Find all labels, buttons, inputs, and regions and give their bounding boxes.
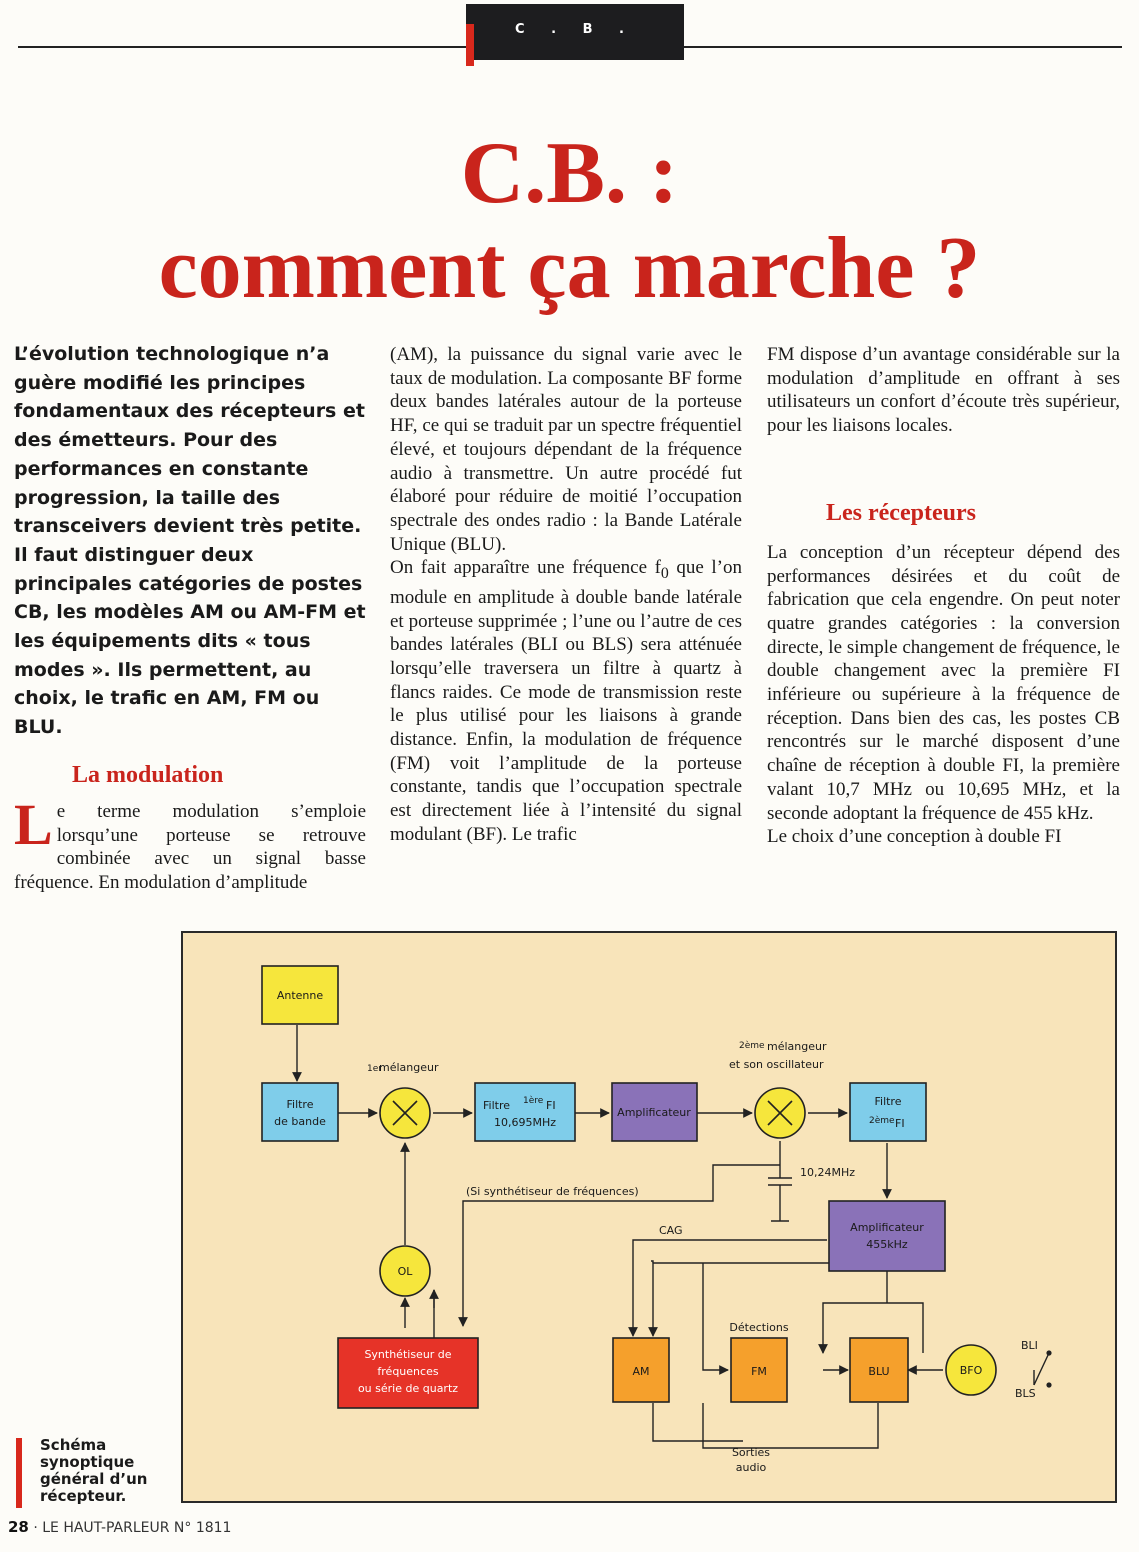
svg-text:2ème: 2ème — [739, 1041, 765, 1051]
mixer-2-icon — [755, 1088, 805, 1138]
section-label: C . B . — [515, 22, 635, 37]
col2-paragraph-1: (AM), la puissance du signal varie avec le taux de modulation. La composante BF forme deux bandes latérales autour de la porteuse HF, ce qui se traduit par un spectre fréquentiel élevé, et toujours dépendant de la fréquence audio à transmettre. Un autre procédé fut élaboré pour réduire de moitié l’occupation spectrale des ondes radio : la Bande Latérale Unique (BLU). — [390, 344, 742, 555]
drop-cap: L — [14, 792, 53, 857]
svg-text:FI: FI — [895, 1117, 905, 1130]
svg-text:ou série de quartz: ou série de quartz — [357, 1382, 459, 1395]
publication-name: · LE HAUT-PARLEUR N° 1811 — [28, 1520, 232, 1536]
col3-paragraph-1: FM dispose d’un avantage considérable sur la modulation d’amplitude en offrant à ses utilisateurs un confort d’écoute très supérieur, pour les liaisons locales. — [767, 344, 1120, 437]
mixer-1-sup: 1er — [367, 1064, 382, 1074]
antenne-label: Antenne — [276, 989, 324, 1002]
figure-caption: Schéma synoptique général d’un récepteur. — [40, 1436, 148, 1505]
sorties-label: Sorties — [731, 1446, 771, 1459]
heading-les-recepteurs: Les récepteurs — [826, 500, 976, 526]
svg-text:455kHz: 455kHz — [866, 1238, 908, 1251]
page-footer — [8, 1518, 231, 1536]
svg-text:BFO: BFO — [959, 1364, 983, 1377]
page-number: 28 — [8, 1518, 29, 1536]
am-box — [613, 1338, 669, 1402]
svg-text:OL: OL — [397, 1265, 413, 1278]
section-tab-accent — [466, 24, 474, 66]
column-2-body — [390, 343, 742, 847]
svg-text:Amplificateur: Amplificateur — [617, 1106, 691, 1119]
bls-label: BLS — [1015, 1387, 1036, 1400]
fm-box — [731, 1338, 787, 1402]
caption-accent — [16, 1438, 22, 1508]
svg-text:Filtre: Filtre — [874, 1095, 902, 1108]
cag-label: CAG — [659, 1224, 683, 1237]
col3-paragraph-3: Le choix d’une conception à double FI — [767, 826, 1062, 848]
mixer-1-icon — [380, 1088, 430, 1138]
svg-text:Filtre: Filtre — [286, 1098, 314, 1111]
svg-text:BLU: BLU — [868, 1365, 890, 1378]
blu-box — [850, 1338, 908, 1402]
filtre-2-fi-box — [850, 1083, 926, 1141]
ol-oscillator — [380, 1246, 430, 1296]
bli-label: BLI — [1021, 1339, 1038, 1352]
section-tab — [466, 4, 684, 60]
heading-la-modulation: La modulation — [72, 762, 224, 788]
svg-text:AM: AM — [632, 1365, 650, 1378]
svg-text:Filtre: Filtre — [483, 1099, 511, 1112]
lead-paragraph: L’évolution technologique n’a guère modifié les principes fondamentaux des récepteurs et des émetteurs. Pour des performances en constante progression, la taille des transceivers devient très petite. Il faut distinguer deux principales catégories de postes CB, les modèles AM ou AM-FM et les équipements dits « tous modes ». Ils permettent, au choix, le trafic en AM, FM ou BLU. — [14, 343, 366, 739]
synthetiseur-box — [338, 1338, 478, 1408]
detections-label: Détections — [729, 1321, 789, 1334]
quartz-frequency: 10,24MHz — [800, 1166, 856, 1179]
column-3-body — [767, 343, 1120, 849]
top-rule-right — [684, 46, 1122, 48]
filtre-bande-box — [262, 1083, 338, 1141]
synth-note: (Si synthétiseur de fréquences) — [466, 1185, 639, 1198]
receiver-block-diagram — [181, 931, 1117, 1503]
svg-text:FI: FI — [546, 1099, 556, 1112]
svg-text:10,695MHz: 10,695MHz — [493, 1116, 557, 1129]
top-rule-left — [18, 46, 466, 48]
svg-text:et son oscillateur: et son oscillateur — [729, 1058, 824, 1071]
amplificateur-box — [612, 1083, 697, 1141]
col1-text: e terme modulation s’emploie lorsqu’une porteuse se retrouve combinée avec un signal basse fréquence. En modulation d’amplitude — [14, 801, 366, 894]
svg-text:FM: FM — [751, 1365, 767, 1378]
article-title-line2: comment ça marche ? — [158, 220, 981, 317]
amplificateur-455-box — [829, 1201, 945, 1271]
column-1-body — [14, 792, 366, 895]
article-title-line1: C.B. : — [460, 125, 679, 222]
svg-text:1ère: 1ère — [523, 1096, 544, 1106]
svg-text:Synthétiseur de: Synthétiseur de — [364, 1348, 452, 1361]
svg-text:de bande: de bande — [274, 1115, 326, 1128]
svg-text:mélangeur: mélangeur — [767, 1040, 827, 1053]
col2-paragraph-2: On fait apparaître une fréquence $f_0$ que l’on module en amplitude à double bande latérale et porteuse supprimée ; l’une ou l’autre de ces bandes latérales (BLI ou BLS) sera atténuée lorsqu’elle traversera un filtre à quartz à flancs raides. Ce mode de transmission reste le plus utilisé pour les liaisons à grande distance. Enfin, la modulation de fréquence (FM) voit l’amplitude de la porteuse constante, tandis que l’occupation spectrale est directement liée à l’intensité du signal modulant (BF). Le trafic — [390, 557, 742, 845]
mixer-1-label: mélangeur — [379, 1061, 439, 1074]
audio-label: audio — [735, 1461, 767, 1474]
col3-paragraph-2: La conception d’un récepteur dépend des performances désirées et du coût de fabrication que cela engendre. On peut noter quatre grandes catégories : la conversion directe, le simple changement de fréquence, le double changement avec la première FI inférieure ou supérieure à la fréquence de réception. Dans bien des cas, les postes CB rencontrés sur le marché disposent d’une chaîne de réception à double FI, la première valant 10,7 MHz ou 10,695 MHz, et la seconde adoptant la fréquence de 455 kHz. — [767, 541, 1120, 824]
svg-text:fréquences: fréquences — [377, 1365, 439, 1378]
antenne-box — [262, 966, 338, 1024]
svg-text:2ème: 2ème — [869, 1116, 895, 1126]
bfo-oscillator — [946, 1345, 996, 1395]
filtre-1-fi-box — [475, 1083, 575, 1141]
svg-text:Amplificateur: Amplificateur — [850, 1221, 924, 1234]
